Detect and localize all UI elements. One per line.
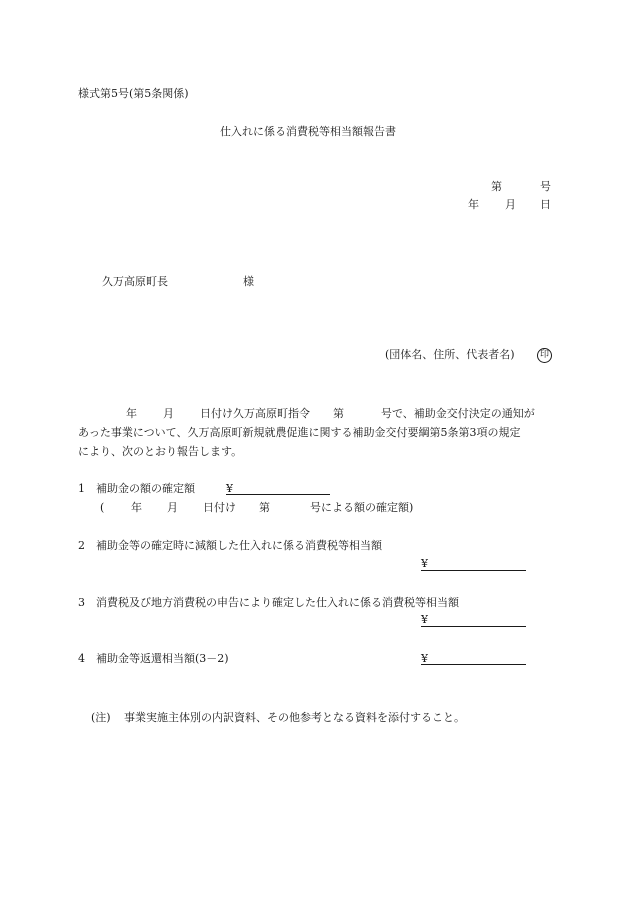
item-1-number: 1	[78, 482, 85, 495]
item-1-sub-dai: 第	[259, 501, 270, 514]
item-1-sub-close: 号による額の確定額)	[310, 501, 414, 514]
body-month: 月	[163, 407, 174, 420]
item-3-amount-line	[421, 626, 526, 627]
body-line-3: により、次のとおり報告します。	[78, 445, 243, 458]
note-text: 事業実施主体別の内訳資料、その他参考となる資料を添付すること。	[124, 711, 465, 724]
item-2-yen: ¥	[421, 557, 428, 570]
body-dated: 日付け久万高原町指令	[200, 407, 310, 420]
item-1-yen: ¥	[226, 482, 233, 495]
date-month: 月	[505, 198, 516, 211]
addressee-honorific: 様	[243, 275, 254, 288]
body-year: 年	[126, 407, 137, 420]
seal-mark: 印	[537, 348, 552, 363]
item-3-number: 3	[78, 596, 85, 609]
item-2-number: 2	[78, 539, 85, 552]
item-2-amount-line	[421, 570, 526, 571]
date-year: 年	[468, 198, 479, 211]
item-1-sub-year: 年	[131, 501, 142, 514]
doc-number-go: 号	[540, 180, 551, 193]
document-title: 仕入れに係る消費税等相当額報告書	[220, 125, 396, 138]
addressee-name: 久万高原町長	[102, 275, 168, 288]
body-line-1	[78, 404, 552, 423]
applicant-label: (団体名、住所、代表者名)	[385, 348, 515, 361]
body-line-2: あった事業について、久万高原町新規就農促進に関する補助金交付要綱第5条第3項の規定	[78, 426, 521, 439]
item-4-amount-line	[421, 664, 526, 665]
body-text-1: 号で、補助金交付決定の通知が	[381, 407, 535, 420]
item-1-amount-line	[226, 494, 330, 495]
item-1-sub-month: 月	[167, 501, 178, 514]
item-4-number: 4	[78, 652, 85, 665]
item-3-yen: ¥	[421, 613, 428, 626]
item-1-sub-dated: 日付け	[203, 501, 236, 514]
date-day: 日	[540, 198, 551, 211]
item-1-sub-open: (	[100, 501, 105, 514]
doc-number-dai: 第	[491, 180, 502, 193]
body-paragraph	[78, 404, 552, 461]
form-number: 様式第5号(第5条関係)	[78, 87, 189, 100]
note-label: (注)	[91, 711, 111, 724]
body-dai: 第	[333, 407, 344, 420]
item-3-label: 消費税及び地方消費税の申告により確定した仕入れに係る消費税等相当額	[96, 596, 459, 609]
item-1-label: 補助金の額の確定額	[96, 482, 195, 495]
item-4-yen: ¥	[421, 652, 428, 665]
item-4-label: 補助金等返還相当額(3－2)	[96, 652, 229, 665]
item-2-label: 補助金等の確定時に減額した仕入れに係る消費税等相当額	[96, 539, 382, 552]
